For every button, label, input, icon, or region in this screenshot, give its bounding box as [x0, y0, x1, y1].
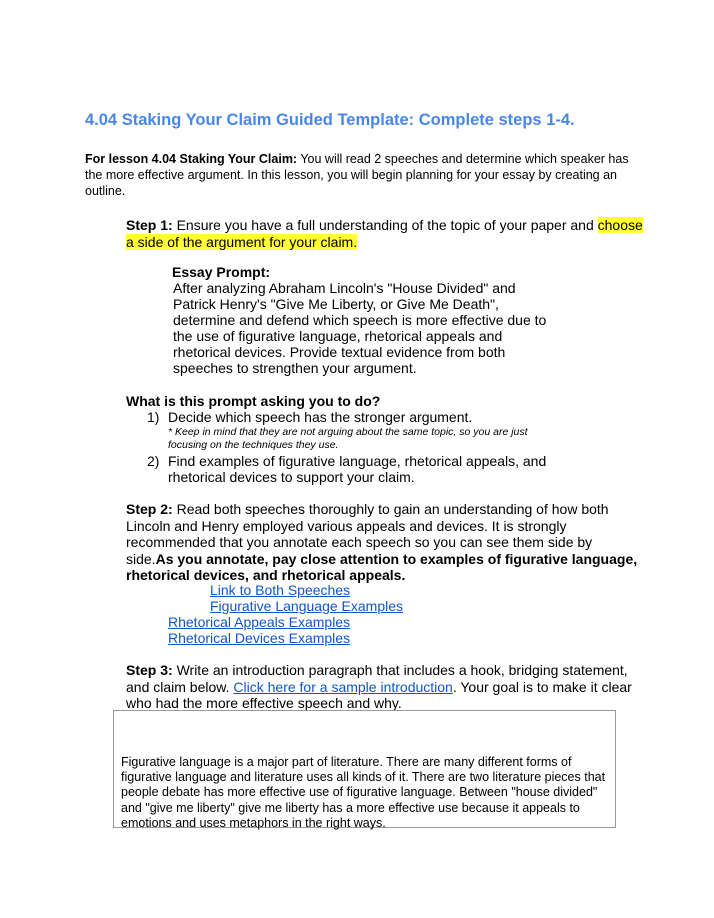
step-3-text-after: . Your goal is to make it clear who had the more effective speech and why.: [126, 678, 632, 711]
step-1-label: Step 1:: [126, 217, 173, 233]
link-figurative-language[interactable]: Figurative Language Examples: [210, 598, 404, 614]
essay-prompt-line: speeches to strengthen your argument.: [173, 360, 417, 376]
essay-prompt-line: determine and defend which speech is more effective due to: [173, 312, 547, 328]
step-2-label: Step 2:: [126, 501, 173, 517]
lesson-intro: [85, 151, 645, 199]
step-2: [126, 501, 638, 584]
essay-prompt: [173, 264, 573, 376]
list-text: Find examples of figurative language, rhetorical appeals, and rhetorical devices to support your claim.: [168, 453, 547, 485]
step-3-text: Write an introduction paragraph that includes a hook, bridging statement, and claim below.: [126, 662, 628, 695]
step-1: [126, 217, 646, 250]
answer-box[interactable]: [113, 710, 616, 828]
step-3: [126, 662, 636, 712]
document-title: 4.04 Staking Your Claim Guided Template: Complete steps 1-4.: [85, 111, 575, 129]
lesson-intro-lead: For lesson 4.04 Staking Your Claim:: [85, 152, 298, 166]
list-number: 2): [147, 453, 160, 469]
link-both-speeches[interactable]: Link to Both Speeches: [210, 582, 351, 598]
step-3-label: Step 3:: [126, 662, 173, 678]
essay-prompt-line: After analyzing Abraham Lincoln's "House Divided" and: [173, 280, 516, 296]
essay-prompt-label: Essay Prompt:: [172, 264, 271, 280]
question-note: * Keep in mind that they are not arguing about the same topic, so you are just focusing on the techniques they use.: [168, 426, 528, 451]
step-1-text: Ensure you have a full understanding of the topic of your paper and: [172, 217, 598, 233]
step-2-bold: As you annotate, pay close attention to examples of figurative language, rhetorical devices, and rhetorical appeals.: [126, 550, 638, 583]
lesson-intro-text: You will read 2 speeches and determine which speaker has the more effective argument. In this lesson, you will begin planning for your essay by creating an outline.: [85, 152, 629, 198]
link-rhetorical-appeals[interactable]: Rhetorical Appeals Examples: [168, 614, 351, 630]
sample-intro-link[interactable]: Click here for a sample introduction: [233, 678, 453, 695]
essay-prompt-line: the use of figurative language, rhetorical appeals and: [173, 328, 503, 344]
question-heading: What is this prompt asking you to do?: [126, 393, 381, 409]
step-2-text: Read both speeches thoroughly to gain an understanding of how both Lincoln and Henry employed various appeals and devices. It is strongly recommended that you annotate each speech so you can see them side by side.: [126, 501, 609, 567]
essay-prompt-line: Patrick Henry's "Give Me Liberty, or Give Me Death",: [173, 296, 499, 312]
step-1-highlight: choose a side of the argument for your claim.: [126, 217, 643, 250]
list-number: 1): [147, 409, 160, 425]
list-text: Decide which speech has the stronger argument.: [168, 409, 473, 425]
question-item-1: [147, 409, 568, 425]
link-rhetorical-devices[interactable]: Rhetorical Devices Examples: [168, 630, 351, 646]
question-item-2: [147, 453, 568, 485]
answer-text[interactable]: Figurative language is a major part of literature. There are many different forms of figurative language and literature uses all kinds of it. There are two literature pieces that people debate has more effective use of figurative language. Between "house divided" and "give me liberty" give me liberty has a more effective use because it appeals to emotions and uses metaphors in the right ways.: [121, 755, 606, 830]
essay-prompt-line: rhetorical devices. Provide textual evidence from both: [173, 344, 506, 360]
